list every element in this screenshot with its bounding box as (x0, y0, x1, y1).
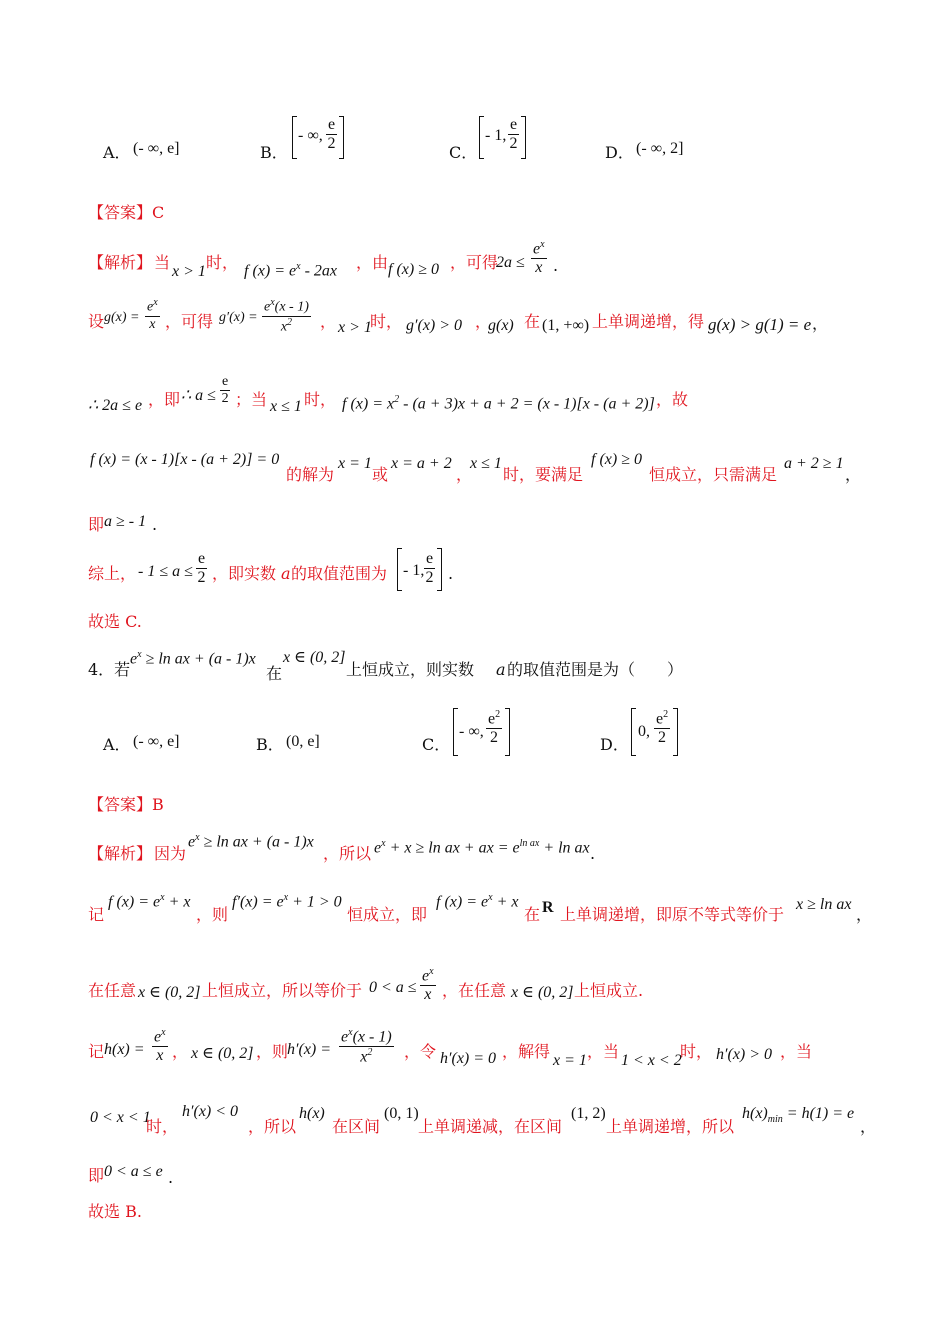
q4-option-a-value: (- ∞, e] (133, 733, 180, 750)
text: . (448, 564, 454, 583)
text: ， (845, 465, 862, 484)
q3-answer (88, 205, 164, 221)
text: 在 (266, 664, 283, 683)
text: ， (860, 1117, 877, 1136)
text: ；当 (235, 390, 268, 409)
math-equation: f (x) = (x - 1)[x - (a + 2)] = 0 (90, 451, 280, 468)
text: 在 (524, 312, 541, 331)
text: ， (812, 314, 829, 333)
text: ，可得 (165, 312, 214, 331)
math-interval: - 1, (403, 562, 425, 579)
math-set-reals: R (542, 899, 554, 916)
text: ，在任意 (442, 981, 507, 1000)
variable: a (281, 564, 291, 583)
text: 时， (206, 253, 239, 272)
math-inequality: 0 < x < 1 (90, 1109, 151, 1126)
math-condition: x > 1 (172, 263, 206, 280)
fraction: e 2 (221, 374, 229, 406)
text: ，所以 (248, 1117, 297, 1136)
text: 的解为 (286, 465, 335, 484)
math-domain: x ∈ (0, 2] (511, 984, 574, 1001)
math-inequality: 0 < a ≤ (369, 979, 417, 996)
text: ，令 (404, 1042, 437, 1061)
text: 恒成立，即 (347, 905, 428, 924)
math-inequality: g(x) > g(1) = e (708, 315, 812, 334)
fraction: e 2 (425, 550, 434, 586)
math-inequality: 0 < a ≤ e (104, 1163, 163, 1180)
math-derivative: h′(x) = (287, 1041, 332, 1058)
text: . (152, 515, 158, 534)
right-bracket (437, 548, 442, 591)
math-domain: x ∈ (0, 2] (191, 1045, 254, 1062)
q3-option-d-label: D． (605, 143, 634, 162)
text: 时， (370, 312, 403, 331)
math-inequality: $e^x \ge \ln$ ax + (a - 1)x (188, 832, 314, 851)
math-function: f $(x) = e^x - 2ax$ (244, 261, 337, 280)
math-inequality: $e^x \ge \ln$ ax + (a - 1)x (130, 649, 256, 668)
q3-option-c-label: C． (449, 143, 478, 162)
text: 时， (680, 1042, 713, 1061)
fraction: $e^x$ x (147, 297, 158, 332)
fraction: $e^x(x - 1)$ $x^2$ (341, 1027, 392, 1066)
text: ，即实数 (212, 564, 277, 583)
analysis-tag: 【解析】 (88, 844, 153, 863)
q4-option-c-fraction: $e^2$ 2 (488, 709, 501, 747)
text: ，可得 (450, 253, 499, 272)
text: 即 (88, 1166, 105, 1185)
q4-option-d-value: 0, (638, 723, 650, 740)
text: 或 (372, 465, 389, 484)
q3-option-b-value: - ∞, (298, 127, 323, 144)
text: 时， (304, 390, 337, 409)
q4-option-b-label: B． (256, 735, 284, 754)
math-condition: x > 1 (338, 319, 372, 336)
text: ，故 (656, 390, 689, 409)
text: 上恒成立. (574, 981, 644, 1000)
text: . (590, 844, 596, 863)
text: 当 (154, 253, 171, 272)
math-inequality: a + 2 ≥ 1 (784, 455, 844, 472)
q3-option-c-right-bracket (521, 116, 526, 159)
math-inequality: g′(x) > 0 (406, 317, 463, 334)
q4-option-d-fraction: $e^2$ 2 (656, 709, 669, 747)
q4-option-c-left-bracket (453, 708, 458, 756)
math-derivative: $f'(x) = e^x + 1 > 0$ (232, 892, 342, 911)
text: 在区间 (332, 1117, 381, 1136)
text: 在任意 (88, 981, 137, 1000)
text: 上恒成立，所以等价于 (202, 981, 363, 1000)
math-condition: x ≤ 1 (470, 455, 502, 472)
text: 综上， (88, 564, 137, 583)
q3-option-b-fraction: e 2 (327, 116, 336, 152)
math-inequality: h′(x) > 0 (716, 1046, 773, 1063)
text: ， (320, 312, 337, 331)
text: 因为 (154, 844, 187, 863)
fraction: $e^x$ x (422, 966, 434, 1004)
math-interval: (0, 1) (384, 1105, 419, 1122)
q3-option-c-left-bracket (479, 116, 484, 159)
text: ， (456, 465, 473, 484)
q3-option-b-right-bracket (339, 116, 344, 159)
fraction: $e^x$ x (154, 1027, 166, 1065)
math-function: f $(x) = e^x + x$ (108, 892, 191, 911)
text: ，解得 (502, 1042, 551, 1061)
math-equation: x = 1 (338, 455, 372, 472)
q4-option-d-left-bracket (631, 708, 636, 756)
math-domain: x ∈ (0, 2] (138, 984, 201, 1001)
text: 上单调递增，即原不等式等价于 (560, 905, 785, 924)
text: 即 (88, 515, 105, 534)
math-function: h(x) = (104, 1041, 145, 1058)
text: ， (172, 1042, 189, 1061)
q4-analysis-line-7: 故选 B. (88, 1202, 142, 1221)
math-equation: x = 1 (553, 1052, 587, 1069)
math-equation: $h(x)_{min} = h(1) = e$ (742, 1105, 855, 1126)
q4-answer (88, 797, 164, 813)
math-inequality: $e^x + x \ge \ln$ ax + ax = $e^{ln ax} + \ln$ ax (374, 838, 590, 857)
text: ，则 (256, 1042, 289, 1061)
text: 上单调递减，在区间 (418, 1117, 563, 1136)
math-inequality: x ≥ ln ax (796, 896, 852, 913)
q3-option-c-fraction: e 2 (509, 116, 518, 152)
text: ，由 (356, 253, 389, 272)
text: 在 (524, 905, 541, 924)
text: 上单调递增，得 (592, 312, 705, 331)
text: 的取值范围是为（ ） (507, 660, 684, 679)
math-equation: x = a + 2 (391, 455, 452, 472)
math-inequality: 2a ≤ (496, 254, 525, 271)
math-domain: x ∈ (0, 2] (283, 649, 346, 666)
answer-tag: 【答案】 (88, 203, 153, 222)
text: 时，要满足 (503, 465, 584, 484)
math-function: f $(x) = x^2 - (a + 3)x + a + 2 = (x - 1)[x - (a + 2)]$ (342, 394, 655, 413)
q4-option-b-value: (0, e] (286, 733, 320, 750)
q4-option-c-right-bracket (505, 708, 510, 756)
math-interval: (1, 2) (571, 1105, 606, 1122)
math-interval: (1, +∞) (542, 317, 590, 334)
text: ，当 (587, 1042, 620, 1061)
q3-analysis-line-7: 故选 C. (88, 612, 142, 631)
q4-option-c-value: - ∞, (459, 723, 484, 740)
math-inequality: f (x) ≥ 0 (591, 451, 642, 468)
math-condition: x ≤ 1 (270, 398, 302, 415)
fraction: e 2 (197, 550, 206, 586)
answer-value: B (152, 795, 164, 814)
text: 记 (88, 905, 105, 924)
q3-option-a-label: A． (103, 143, 131, 162)
q3-option-a-value: (- ∞, e] (133, 140, 180, 157)
text: ，当 (780, 1042, 813, 1061)
q3-option-b-label: B． (260, 143, 288, 162)
text: ，所以 (323, 844, 372, 863)
q4-option-c-label: C． (422, 735, 451, 754)
math-inequality: a ≥ - 1 (104, 513, 147, 530)
math-derivative: g′(x) = (219, 310, 258, 325)
fraction: $e^x$ x (533, 239, 545, 277)
answer-tag: 【答案】 (88, 795, 153, 814)
math-inequality: ∴ 2a ≤ e (88, 397, 143, 414)
text: 上单调递增，所以 (606, 1117, 735, 1136)
text: 恒成立，只需满足 (649, 465, 778, 484)
text: 记 (88, 1042, 105, 1061)
text: ， (856, 905, 873, 924)
q3-option-b-left-bracket (292, 116, 297, 159)
text: ，则 (196, 905, 229, 924)
q4-option-d-label: D． (600, 735, 629, 754)
math-inequality: 1 < x < 2 (621, 1052, 682, 1069)
text: ，即 (148, 390, 181, 409)
q3-option-c-value: - 1, (485, 127, 507, 144)
variable: a (496, 660, 506, 679)
text: . (553, 256, 559, 275)
math-inequality: - 1 ≤ a ≤ (138, 563, 193, 580)
question-number: 4．若 (88, 660, 131, 679)
text: 上恒成立，则实数 (346, 660, 475, 679)
analysis-tag: 【解析】 (88, 253, 153, 272)
left-bracket (397, 548, 402, 591)
math-function: g(x) (488, 317, 514, 334)
math-inequality: f (x) ≥ 0 (388, 261, 439, 278)
q4-option-a-label: A． (103, 735, 131, 754)
math-inequality: h′(x) < 0 (182, 1103, 239, 1120)
math-equation: h′(x) = 0 (440, 1050, 497, 1067)
math-inequality: ∴ a ≤ (181, 387, 216, 404)
q3-option-d-value: (- ∞, 2] (636, 140, 684, 157)
text: 的取值范围为 (291, 564, 388, 583)
text: . (168, 1168, 174, 1187)
math-function: h(x) (299, 1105, 325, 1122)
q4-option-d-right-bracket (673, 708, 678, 756)
text: ， (475, 312, 492, 331)
math-function: f $(x) = e^x + x$ (436, 892, 519, 911)
fraction: $e^x(x - 1)$ $x^2$ (264, 297, 309, 335)
text: 时， (146, 1117, 179, 1136)
text: 设 (88, 312, 105, 331)
math-function: g(x) = (104, 310, 140, 325)
answer-value: C (152, 203, 165, 222)
